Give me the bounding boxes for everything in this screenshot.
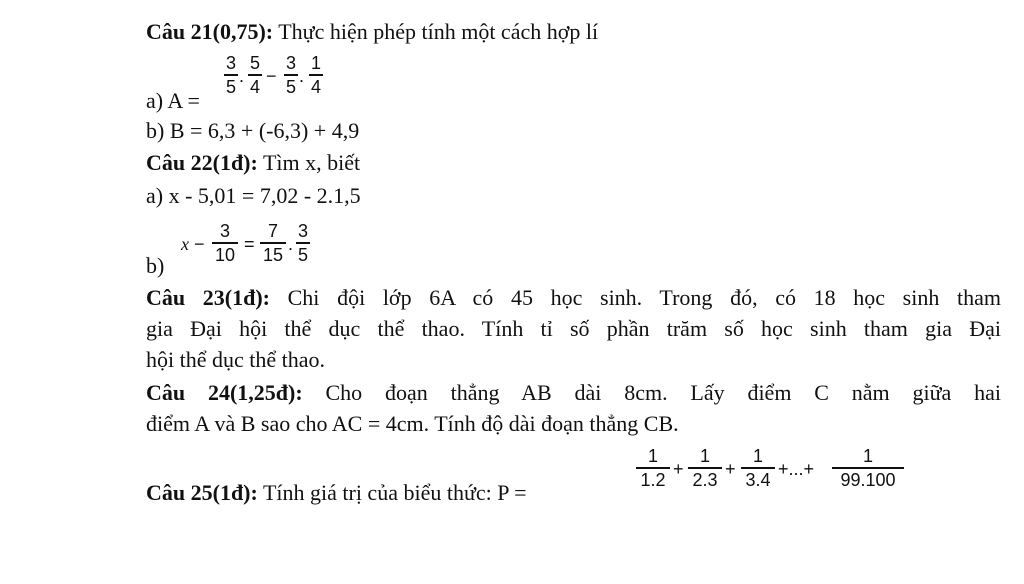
q24-text-1: Cho đoạn thẳng AB dài 8cm. Lấy điểm C nằm giữa hai bbox=[302, 380, 1001, 405]
q22-text: Tìm x, biết bbox=[257, 150, 361, 175]
q21-a-fraction-1: 3 5 bbox=[225, 53, 236, 97]
q24-line-1 bbox=[146, 380, 1001, 406]
q25-fraction-2: 1 2.3 bbox=[688, 446, 722, 490]
q21-a-fraction-4: 1 4 bbox=[310, 53, 321, 97]
q25-plus-2: + bbox=[725, 459, 736, 479]
q21-header bbox=[146, 19, 598, 45]
q21-b-expression: b) B = 6,3 + (-6,3) + 4,9 bbox=[146, 118, 360, 143]
q25-ellipsis: +...+ bbox=[778, 459, 815, 479]
q24-label: Câu 24(1,25đ): bbox=[146, 380, 303, 405]
q25-text: Tính giá trị của biểu thức: P = bbox=[257, 480, 527, 505]
q24-line-2: điểm A và B sao cho AC = 4cm. Tính độ dài đoạn thẳng CB. bbox=[146, 411, 679, 436]
q25-plus-1: + bbox=[673, 459, 684, 479]
q22-b-equals: = bbox=[244, 234, 255, 254]
q23-line-2: gia Đại hội thể dục thể thao. Tính tỉ số phần trăm số học sinh tham gia Đại bbox=[146, 316, 1001, 341]
q21-a-minus: − bbox=[266, 66, 277, 86]
q25-header bbox=[146, 480, 527, 506]
q25-label: Câu 25(1đ): bbox=[146, 480, 258, 505]
q22-b-variable: x bbox=[181, 234, 189, 254]
q22-b-minus: − bbox=[194, 234, 205, 254]
q25-fraction-4: 1 99.100 bbox=[832, 446, 904, 490]
q21-a-dot-1: . bbox=[239, 66, 245, 86]
q22-label: Câu 22(1đ): bbox=[146, 150, 258, 175]
q23-line-3: hội thể dục thể thao. bbox=[146, 347, 326, 372]
q23-line-1 bbox=[146, 285, 1001, 311]
q25-fraction-3: 1 3.4 bbox=[741, 446, 775, 490]
q22-header bbox=[146, 150, 360, 176]
q23-text-1: Chi đội lớp 6A có 45 học sinh. Trong đó, có 18 học sinh tham bbox=[269, 285, 1001, 310]
q22-a-equation: a) x - 5,01 = 7,02 - 2.1,5 bbox=[146, 183, 361, 208]
q22-b-fraction-3: 3 5 bbox=[297, 221, 308, 265]
q21-text: Thực hiện phép tính một cách hợp lí bbox=[273, 19, 599, 44]
q22-b-label: b) bbox=[146, 253, 165, 278]
q21-a-fraction-2: 5 4 bbox=[249, 53, 260, 97]
q25-fraction-1: 1 1.2 bbox=[636, 446, 670, 490]
q21-a-label: a) A = bbox=[146, 88, 200, 113]
q22-b-fraction-1: 3 10 bbox=[212, 221, 238, 265]
q21-a-fraction-3: 3 5 bbox=[285, 53, 296, 97]
q22-b-fraction-2: 7 15 bbox=[260, 221, 286, 265]
q21-a-dot-2: . bbox=[299, 66, 305, 86]
q22-b-dot: . bbox=[288, 234, 294, 254]
q21-label: Câu 21(0,75): bbox=[146, 19, 274, 44]
q23-label: Câu 23(1đ): bbox=[146, 285, 270, 310]
